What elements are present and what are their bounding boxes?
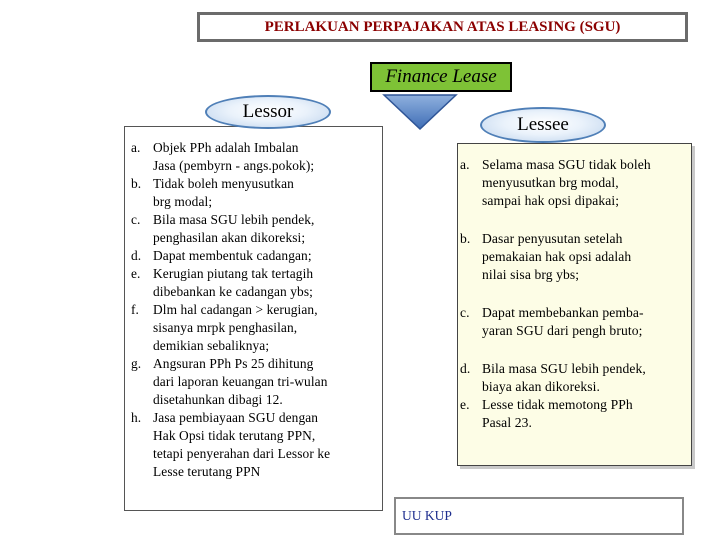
lessor-item: g. Angsuran PPh Ps 25 dihitung dari laporan keuangan tri-wulan disetahunkan dibagi 12. (131, 356, 328, 407)
lessee-item: c. Dapat membebankan pemba- yaran SGU dari pengh bruto; (460, 305, 644, 338)
title-box (197, 12, 688, 42)
lessee-item: b. Dasar penyusutan setelah pemakaian hak opsi adalah nilai sisa brg ybs; (460, 231, 632, 282)
lessor-label: Lessor (242, 101, 294, 122)
lessor-item: d. Dapat membentuk cadangan; (131, 248, 312, 263)
footer-box (394, 497, 684, 535)
lessor-item: a. Objek PPh adalah Imbalan Jasa (pembyrn - angs.pokok); (131, 140, 315, 173)
lessor-item: e. Kerugian piutang tak tertagih dibebankan ke cadangan ybs; (131, 266, 314, 299)
lessee-item: a. Selama masa SGU tidak boleh menyusutkan brg modal, sampai hak opsi dipakai; (460, 157, 651, 208)
lessor-item: b. Tidak boleh menyusutkan brg modal; (131, 176, 294, 209)
lessor-item: c. Bila masa SGU lebih pendek, penghasilan akan dikoreksi; (131, 212, 315, 245)
lessor-item: h. Jasa pembiayaan SGU dengan Hak Opsi tidak terutang PPN, tetapi penyerahan dari Lessor ke Lesse terutang PPN (131, 410, 331, 479)
lessee-oval (480, 107, 606, 143)
lessor-list (131, 139, 378, 481)
lessee-item: d. Bila masa SGU lebih pendek, biaya akan dikoreksi. (460, 361, 646, 394)
lessee-list (460, 156, 687, 432)
finance-lease-box (370, 62, 512, 92)
page-title: PERLAKUAN PERPAJAKAN ATAS LEASING (SGU) (264, 18, 621, 35)
footer-label: UU KUP (402, 508, 452, 523)
lessor-oval (205, 95, 331, 129)
lessor-panel (124, 126, 383, 511)
lessor-item: f. Dlm hal cadangan > kerugian, sisanya mrpk penghasilan, demikian sebaliknya; (131, 302, 318, 353)
down-arrow-icon (380, 92, 460, 132)
finance-lease-label: Finance Lease (385, 66, 497, 87)
lessee-label: Lessee (517, 114, 569, 135)
lessee-panel (457, 143, 692, 466)
lessee-item: e. Lesse tidak memotong PPh Pasal 23. (460, 397, 633, 430)
